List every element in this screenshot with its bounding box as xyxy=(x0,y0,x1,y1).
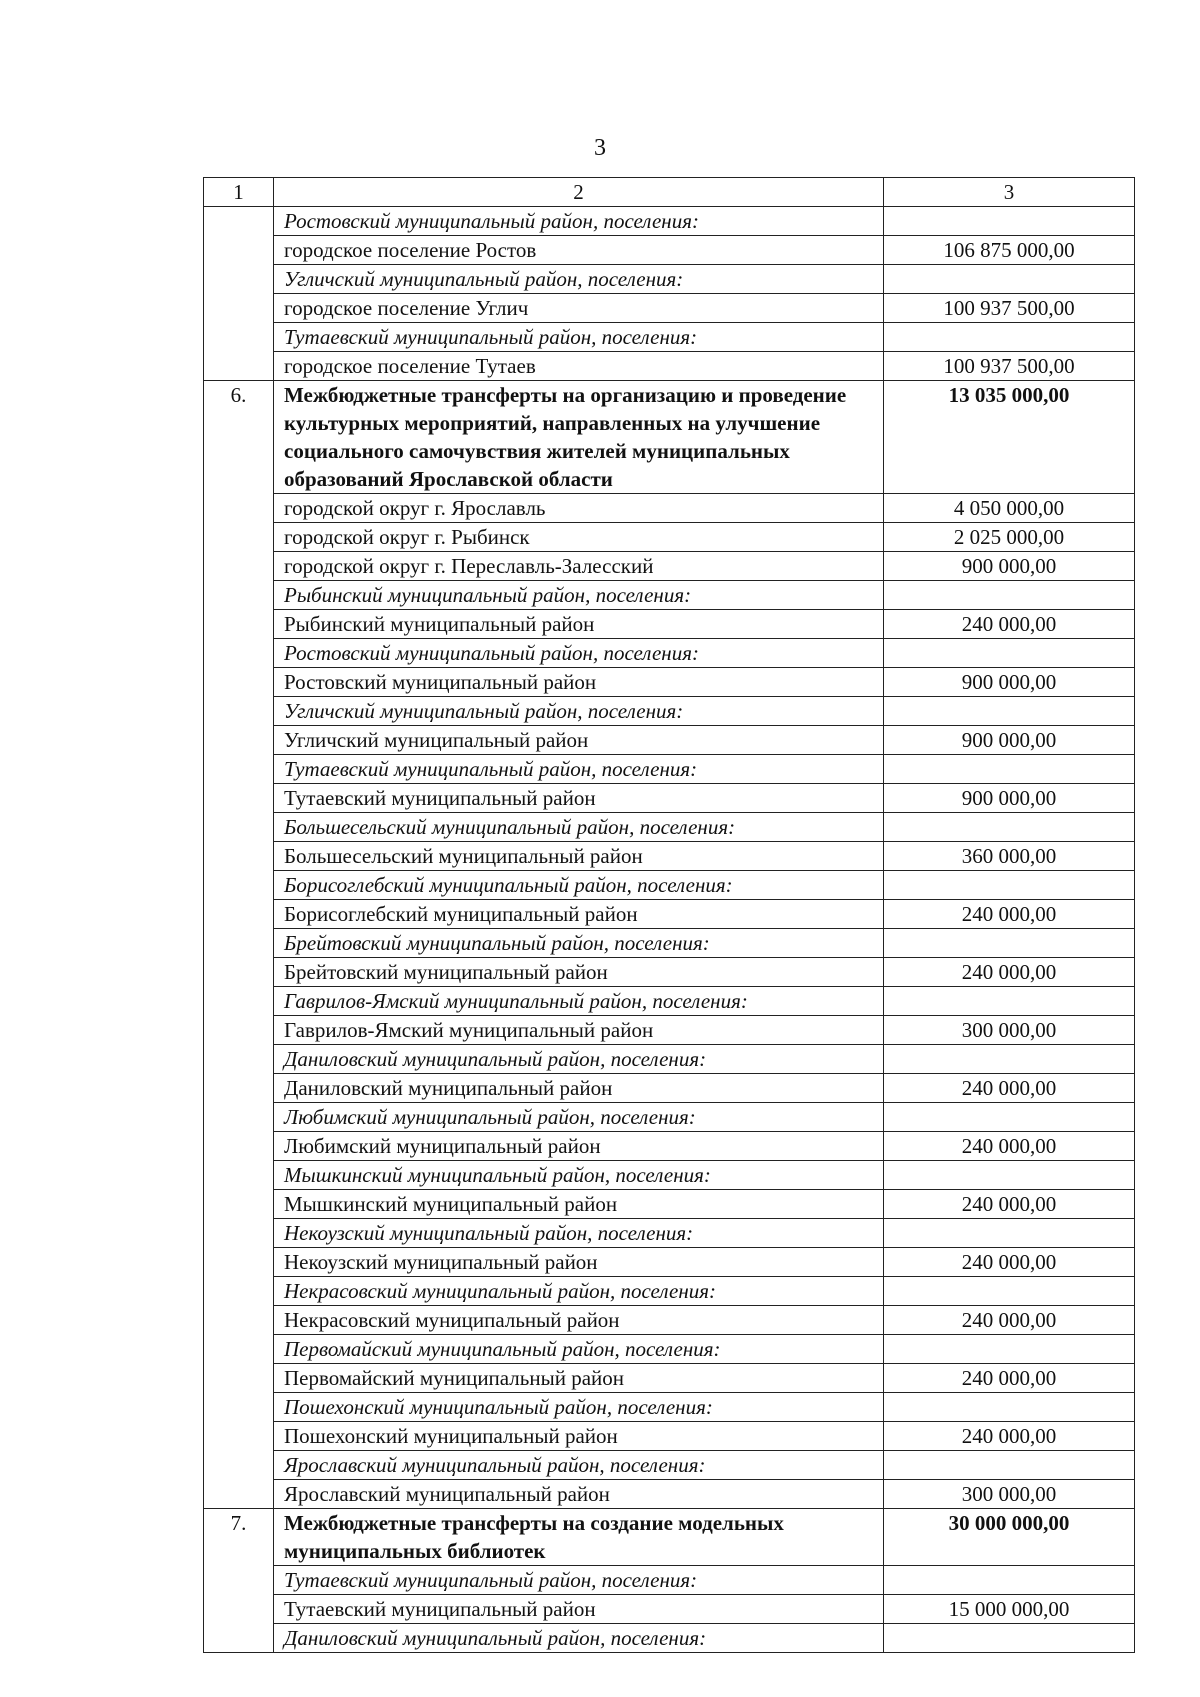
row-amount-cell: 240 000,00 xyxy=(884,1074,1135,1103)
row-number-cell xyxy=(204,1624,274,1653)
row-name-cell: Мышкинский муниципальный район xyxy=(274,1190,884,1219)
row-name-cell: Межбюджетные трансферты на организацию и проведение культурных мероприятий, направленных на улучшение социального самочувствия жителей муниципальных образований Ярославской области xyxy=(274,381,884,494)
row-number-cell xyxy=(204,1016,274,1045)
table-row xyxy=(204,1595,1135,1624)
subheading-row xyxy=(204,929,1135,958)
row-number-cell xyxy=(204,929,274,958)
row-number-cell xyxy=(204,842,274,871)
row-amount-cell: 15 000 000,00 xyxy=(884,1595,1135,1624)
table-row xyxy=(204,900,1135,929)
row-number-cell xyxy=(204,1422,274,1451)
row-number-cell xyxy=(204,352,274,381)
subheading-row xyxy=(204,639,1135,668)
row-name-cell: Некоузский муниципальный район xyxy=(274,1248,884,1277)
row-number-cell: 6. xyxy=(204,381,274,494)
row-number-cell xyxy=(204,755,274,784)
row-name-cell: Рыбинский муниципальный район xyxy=(274,610,884,639)
row-number-cell xyxy=(204,323,274,352)
row-number-cell xyxy=(204,697,274,726)
row-name-cell: Ярославский муниципальный район, поселения: xyxy=(274,1451,884,1480)
row-number-cell xyxy=(204,1306,274,1335)
subheading-row xyxy=(204,1103,1135,1132)
table-row xyxy=(204,1422,1135,1451)
row-name-cell: городской округ г. Переславль-Залесский xyxy=(274,552,884,581)
row-amount-cell xyxy=(884,1451,1135,1480)
row-name-cell: Брейтовский муниципальный район, поселения: xyxy=(274,929,884,958)
row-number-cell xyxy=(204,987,274,1016)
row-name-cell: Угличский муниципальный район xyxy=(274,726,884,755)
row-name-cell: Любимский муниципальный район, поселения: xyxy=(274,1103,884,1132)
row-name-cell: Борисоглебский муниципальный район, поселения: xyxy=(274,871,884,900)
subheading-row xyxy=(204,1566,1135,1595)
row-amount-cell xyxy=(884,1624,1135,1653)
subheading-row xyxy=(204,265,1135,294)
row-name-cell: Ростовский муниципальный район, поселения: xyxy=(274,639,884,668)
row-amount-cell: 106 875 000,00 xyxy=(884,236,1135,265)
row-number-cell xyxy=(204,1103,274,1132)
subheading-row xyxy=(204,813,1135,842)
row-amount-cell xyxy=(884,871,1135,900)
row-amount-cell xyxy=(884,813,1135,842)
row-amount-cell xyxy=(884,1335,1135,1364)
row-amount-cell xyxy=(884,987,1135,1016)
row-amount-cell xyxy=(884,697,1135,726)
row-number-cell xyxy=(204,1248,274,1277)
page-number: 3 xyxy=(594,135,606,161)
subheading-row xyxy=(204,987,1135,1016)
row-amount-cell xyxy=(884,1161,1135,1190)
row-name-cell: Угличский муниципальный район, поселения: xyxy=(274,265,884,294)
row-name-cell: Мышкинский муниципальный район, поселения: xyxy=(274,1161,884,1190)
row-number-cell xyxy=(204,1045,274,1074)
subheading-row xyxy=(204,697,1135,726)
row-name-cell: Первомайский муниципальный район xyxy=(274,1364,884,1393)
row-name-cell: городской округ г. Ярославль xyxy=(274,494,884,523)
table-row xyxy=(204,958,1135,987)
row-number-cell xyxy=(204,784,274,813)
row-amount-cell: 4 050 000,00 xyxy=(884,494,1135,523)
section-row xyxy=(204,381,1135,494)
row-name-cell: Тутаевский муниципальный район, поселения: xyxy=(274,755,884,784)
row-name-cell: Большесельский муниципальный район xyxy=(274,842,884,871)
table-body xyxy=(204,207,1135,1653)
table-row xyxy=(204,1016,1135,1045)
row-number-cell xyxy=(204,1480,274,1509)
row-amount-cell: 240 000,00 xyxy=(884,1248,1135,1277)
table-row xyxy=(204,494,1135,523)
subheading-row xyxy=(204,1393,1135,1422)
row-amount-cell: 240 000,00 xyxy=(884,1306,1135,1335)
row-name-cell: Пошехонский муниципальный район xyxy=(274,1422,884,1451)
row-name-cell: Первомайский муниципальный район, поселения: xyxy=(274,1335,884,1364)
table-row xyxy=(204,668,1135,697)
row-name-cell: Угличский муниципальный район, поселения: xyxy=(274,697,884,726)
table-row xyxy=(204,523,1135,552)
subheading-row xyxy=(204,207,1135,236)
row-number-cell xyxy=(204,1335,274,1364)
row-number-cell xyxy=(204,207,274,236)
row-name-cell: Пошехонский муниципальный район, поселения: xyxy=(274,1393,884,1422)
row-amount-cell: 900 000,00 xyxy=(884,784,1135,813)
row-amount-cell xyxy=(884,1219,1135,1248)
row-amount-cell: 100 937 500,00 xyxy=(884,352,1135,381)
row-amount-cell xyxy=(884,323,1135,352)
table-row xyxy=(204,1074,1135,1103)
subheading-row xyxy=(204,755,1135,784)
subheading-row xyxy=(204,581,1135,610)
row-amount-cell: 240 000,00 xyxy=(884,1190,1135,1219)
row-amount-cell: 100 937 500,00 xyxy=(884,294,1135,323)
row-name-cell: Некоузский муниципальный район, поселения: xyxy=(274,1219,884,1248)
subheading-row xyxy=(204,1277,1135,1306)
row-number-cell xyxy=(204,726,274,755)
row-name-cell: Любимский муниципальный район xyxy=(274,1132,884,1161)
row-name-cell: городской округ г. Рыбинск xyxy=(274,523,884,552)
row-amount-cell: 240 000,00 xyxy=(884,958,1135,987)
row-name-cell: Борисоглебский муниципальный район xyxy=(274,900,884,929)
row-name-cell: городское поселение Ростов xyxy=(274,236,884,265)
row-number-cell xyxy=(204,236,274,265)
row-number-cell xyxy=(204,900,274,929)
row-number-cell xyxy=(204,1595,274,1624)
row-name-cell: Даниловский муниципальный район, поселения: xyxy=(274,1624,884,1653)
table-row xyxy=(204,294,1135,323)
row-number-cell xyxy=(204,1277,274,1306)
row-amount-cell: 360 000,00 xyxy=(884,842,1135,871)
row-number-cell xyxy=(204,1566,274,1595)
row-amount-cell: 240 000,00 xyxy=(884,1132,1135,1161)
row-number-cell xyxy=(204,610,274,639)
row-amount-cell: 240 000,00 xyxy=(884,1364,1135,1393)
row-name-cell: городское поселение Тутаев xyxy=(274,352,884,381)
table-row xyxy=(204,1306,1135,1335)
row-number-cell xyxy=(204,1219,274,1248)
row-number-cell xyxy=(204,813,274,842)
row-number-cell xyxy=(204,552,274,581)
table-row xyxy=(204,352,1135,381)
row-amount-cell: 240 000,00 xyxy=(884,610,1135,639)
row-number-cell xyxy=(204,494,274,523)
row-name-cell: Даниловский муниципальный район xyxy=(274,1074,884,1103)
subheading-row xyxy=(204,1624,1135,1653)
subheading-row xyxy=(204,1161,1135,1190)
header-col-2: 2 xyxy=(274,178,884,207)
subheading-row xyxy=(204,1219,1135,1248)
row-amount-cell: 13 035 000,00 xyxy=(884,381,1135,494)
header-col-3: 3 xyxy=(884,178,1135,207)
row-amount-cell xyxy=(884,265,1135,294)
row-name-cell: Рыбинский муниципальный район, поселения: xyxy=(274,581,884,610)
row-amount-cell: 300 000,00 xyxy=(884,1016,1135,1045)
row-amount-cell xyxy=(884,207,1135,236)
table-row xyxy=(204,784,1135,813)
row-amount-cell: 30 000 000,00 xyxy=(884,1509,1135,1566)
row-amount-cell xyxy=(884,929,1135,958)
row-name-cell: городское поселение Углич xyxy=(274,294,884,323)
row-number-cell xyxy=(204,1393,274,1422)
row-amount-cell xyxy=(884,639,1135,668)
row-amount-cell xyxy=(884,1393,1135,1422)
subheading-row xyxy=(204,1335,1135,1364)
subheading-row xyxy=(204,1451,1135,1480)
row-name-cell: Ярославский муниципальный район xyxy=(274,1480,884,1509)
row-name-cell: Тутаевский муниципальный район, поселения: xyxy=(274,323,884,352)
row-number-cell xyxy=(204,639,274,668)
row-amount-cell: 900 000,00 xyxy=(884,726,1135,755)
table-row xyxy=(204,552,1135,581)
table-row xyxy=(204,1480,1135,1509)
row-name-cell: Большесельский муниципальный район, поселения: xyxy=(274,813,884,842)
row-number-cell xyxy=(204,1161,274,1190)
row-number-cell xyxy=(204,1364,274,1393)
row-number-cell: 7. xyxy=(204,1509,274,1566)
row-amount-cell xyxy=(884,1045,1135,1074)
section-row xyxy=(204,1509,1135,1566)
row-name-cell: Гаврилов-Ямский муниципальный район xyxy=(274,1016,884,1045)
row-amount-cell xyxy=(884,581,1135,610)
row-number-cell xyxy=(204,294,274,323)
row-name-cell: Тутаевский муниципальный район xyxy=(274,1595,884,1624)
row-number-cell xyxy=(204,1451,274,1480)
table-row xyxy=(204,842,1135,871)
row-name-cell: Некрасовский муниципальный район xyxy=(274,1306,884,1335)
row-name-cell: Даниловский муниципальный район, поселения: xyxy=(274,1045,884,1074)
header-col-1: 1 xyxy=(204,178,274,207)
table-row xyxy=(204,1364,1135,1393)
table-header-row xyxy=(204,178,1135,207)
subheading-row xyxy=(204,1045,1135,1074)
table-row xyxy=(204,1132,1135,1161)
row-number-cell xyxy=(204,1190,274,1219)
row-name-cell: Ростовский муниципальный район, поселения: xyxy=(274,207,884,236)
row-name-cell: Гаврилов-Ямский муниципальный район, поселения: xyxy=(274,987,884,1016)
row-amount-cell xyxy=(884,1103,1135,1132)
row-amount-cell xyxy=(884,755,1135,784)
row-amount-cell: 240 000,00 xyxy=(884,1422,1135,1451)
row-name-cell: Тутаевский муниципальный район xyxy=(274,784,884,813)
row-name-cell: Ростовский муниципальный район xyxy=(274,668,884,697)
row-amount-cell: 240 000,00 xyxy=(884,900,1135,929)
row-number-cell xyxy=(204,871,274,900)
row-number-cell xyxy=(204,523,274,552)
subheading-row xyxy=(204,323,1135,352)
transfers-table xyxy=(203,177,1135,1653)
row-name-cell: Тутаевский муниципальный район, поселения: xyxy=(274,1566,884,1595)
row-number-cell xyxy=(204,1132,274,1161)
row-amount-cell: 2 025 000,00 xyxy=(884,523,1135,552)
table-row xyxy=(204,610,1135,639)
row-number-cell xyxy=(204,265,274,294)
row-number-cell xyxy=(204,668,274,697)
row-number-cell xyxy=(204,958,274,987)
row-amount-cell: 900 000,00 xyxy=(884,552,1135,581)
row-amount-cell: 300 000,00 xyxy=(884,1480,1135,1509)
table-row xyxy=(204,236,1135,265)
table-row xyxy=(204,1190,1135,1219)
row-name-cell: Межбюджетные трансферты на создание модельных муниципальных библиотек xyxy=(274,1509,884,1566)
row-number-cell xyxy=(204,1074,274,1103)
row-name-cell: Некрасовский муниципальный район, поселения: xyxy=(274,1277,884,1306)
row-amount-cell: 900 000,00 xyxy=(884,668,1135,697)
row-name-cell: Брейтовский муниципальный район xyxy=(274,958,884,987)
subheading-row xyxy=(204,871,1135,900)
row-amount-cell xyxy=(884,1277,1135,1306)
row-number-cell xyxy=(204,581,274,610)
row-amount-cell xyxy=(884,1566,1135,1595)
table-row xyxy=(204,1248,1135,1277)
table-row xyxy=(204,726,1135,755)
